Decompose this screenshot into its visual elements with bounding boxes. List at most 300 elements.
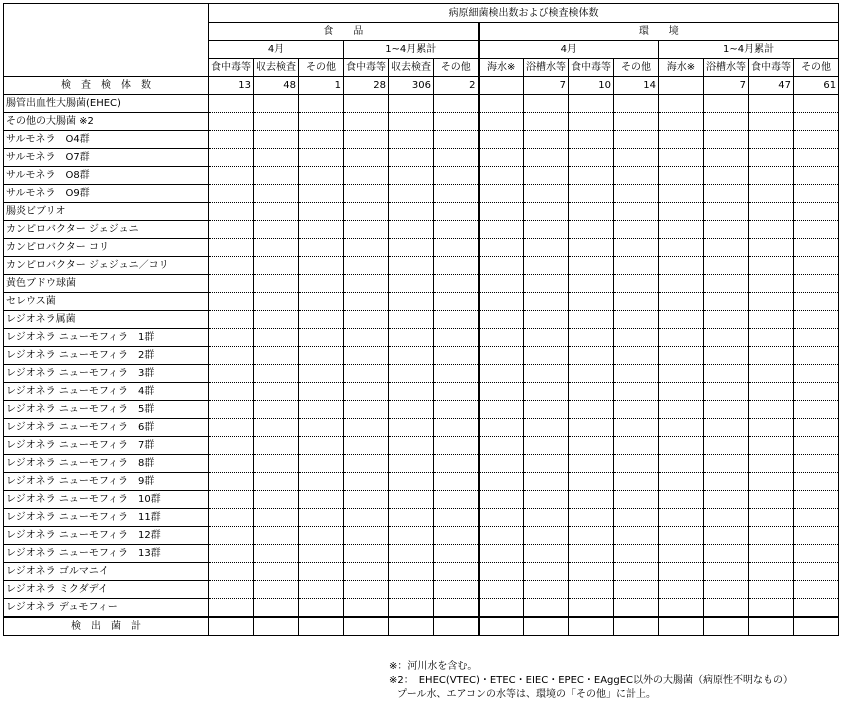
count-cell: [794, 401, 839, 419]
footnote-pool: プール水、エアコンの水等は、環境の「その他」に計上。: [397, 689, 656, 700]
count-cell: [659, 419, 704, 437]
count-cell: [569, 401, 614, 419]
specimen-count-cell: 7: [704, 77, 749, 95]
count-cell: [794, 509, 839, 527]
count-cell: [569, 347, 614, 365]
organism-label: レジオネラ ニューモフィラ 12群: [4, 527, 209, 545]
total-cell: [254, 617, 299, 636]
count-cell: [344, 239, 389, 257]
total-cell: [344, 617, 389, 636]
count-cell: [704, 149, 749, 167]
count-cell: [344, 113, 389, 131]
count-cell: [614, 401, 659, 419]
count-cell: [614, 347, 659, 365]
specimen-count-cell: [659, 77, 704, 95]
count-cell: [209, 239, 254, 257]
count-cell: [749, 329, 794, 347]
count-cell: [659, 167, 704, 185]
count-cell: [254, 527, 299, 545]
count-cell: [614, 113, 659, 131]
count-cell: [479, 275, 524, 293]
table-row: [4, 329, 839, 347]
count-cell: [704, 311, 749, 329]
count-cell: [524, 239, 569, 257]
count-cell: [299, 311, 344, 329]
col-env-april-0: 海水※: [479, 59, 524, 77]
count-cell: [344, 563, 389, 581]
count-cell: [434, 563, 479, 581]
col-env-cum-0: 海水※: [659, 59, 704, 77]
count-cell: [299, 563, 344, 581]
count-cell: [614, 329, 659, 347]
count-cell: [569, 599, 614, 618]
organism-label: レジオネラ ニューモフィラ 7群: [4, 437, 209, 455]
count-cell: [794, 437, 839, 455]
count-cell: [794, 185, 839, 203]
count-cell: [209, 185, 254, 203]
count-cell: [524, 563, 569, 581]
count-cell: [794, 221, 839, 239]
footnotes: [389, 660, 793, 702]
count-cell: [479, 329, 524, 347]
count-cell: [254, 563, 299, 581]
count-cell: [344, 365, 389, 383]
count-cell: [749, 311, 794, 329]
count-cell: [479, 509, 524, 527]
count-cell: [524, 329, 569, 347]
count-cell: [434, 365, 479, 383]
count-cell: [389, 491, 434, 509]
count-cell: [344, 491, 389, 509]
count-cell: [704, 95, 749, 113]
count-cell: [434, 95, 479, 113]
count-cell: [524, 293, 569, 311]
count-cell: [704, 545, 749, 563]
count-cell: [704, 401, 749, 419]
count-cell: [659, 563, 704, 581]
count-cell: [254, 293, 299, 311]
count-cell: [209, 401, 254, 419]
count-cell: [434, 221, 479, 239]
count-cell: [299, 203, 344, 221]
table-row: [4, 419, 839, 437]
count-cell: [794, 383, 839, 401]
count-cell: [479, 455, 524, 473]
table-row: [4, 437, 839, 455]
count-cell: [614, 257, 659, 275]
count-cell: [704, 257, 749, 275]
count-cell: [434, 347, 479, 365]
count-cell: [209, 131, 254, 149]
count-cell: [659, 545, 704, 563]
count-cell: [389, 401, 434, 419]
count-cell: [749, 365, 794, 383]
count-cell: [524, 167, 569, 185]
count-cell: [209, 473, 254, 491]
count-cell: [479, 293, 524, 311]
count-cell: [659, 329, 704, 347]
count-cell: [794, 149, 839, 167]
count-cell: [299, 257, 344, 275]
count-cell: [614, 311, 659, 329]
count-cell: [614, 239, 659, 257]
count-cell: [389, 131, 434, 149]
table-row: [4, 239, 839, 257]
count-cell: [524, 113, 569, 131]
organism-label: セレウス菌: [4, 293, 209, 311]
count-cell: [614, 131, 659, 149]
col-food-cum-2: その他: [434, 59, 479, 77]
specimen-count-cell: 1: [299, 77, 344, 95]
count-cell: [524, 311, 569, 329]
count-cell: [209, 257, 254, 275]
count-cell: [209, 527, 254, 545]
count-cell: [614, 563, 659, 581]
count-cell: [434, 401, 479, 419]
organism-label: 黄色ブドウ球菌: [4, 275, 209, 293]
count-cell: [524, 419, 569, 437]
count-cell: [524, 275, 569, 293]
count-cell: [704, 275, 749, 293]
table-row: [4, 221, 839, 239]
count-cell: [794, 599, 839, 618]
count-cell: [389, 347, 434, 365]
count-cell: [299, 401, 344, 419]
count-cell: [254, 221, 299, 239]
count-cell: [299, 365, 344, 383]
count-cell: [794, 491, 839, 509]
count-cell: [344, 185, 389, 203]
count-cell: [344, 347, 389, 365]
count-cell: [614, 365, 659, 383]
count-cell: [299, 437, 344, 455]
total-cell: [749, 617, 794, 636]
count-cell: [569, 365, 614, 383]
table-row: [4, 527, 839, 545]
count-cell: [434, 293, 479, 311]
table-row: [4, 581, 839, 599]
organism-label: レジオネラ ニューモフィラ 5群: [4, 401, 209, 419]
count-cell: [299, 491, 344, 509]
count-cell: [749, 113, 794, 131]
count-cell: [479, 95, 524, 113]
count-cell: [344, 275, 389, 293]
table-row: [4, 509, 839, 527]
count-cell: [659, 347, 704, 365]
count-cell: [524, 149, 569, 167]
count-cell: [569, 455, 614, 473]
count-cell: [569, 257, 614, 275]
organism-label: レジオネラ ニューモフィラ 9群: [4, 473, 209, 491]
count-cell: [344, 581, 389, 599]
count-cell: [524, 347, 569, 365]
count-cell: [659, 527, 704, 545]
count-cell: [344, 95, 389, 113]
specimen-count-cell: [479, 77, 524, 95]
table-row: [4, 257, 839, 275]
count-cell: [254, 347, 299, 365]
count-cell: [434, 329, 479, 347]
table-row: [4, 383, 839, 401]
count-cell: [434, 239, 479, 257]
footnote-ecoli: ※2： EHEC(VTEC)・ETEC・EIEC・EPEC・EAggEC以外の大腸菌（病原性不明なもの）: [389, 675, 794, 686]
count-cell: [749, 437, 794, 455]
specimen-count-label: 検 査 検 体 数: [4, 77, 209, 95]
count-cell: [569, 95, 614, 113]
count-cell: [614, 527, 659, 545]
count-cell: [389, 545, 434, 563]
count-cell: [749, 473, 794, 491]
count-cell: [434, 437, 479, 455]
count-cell: [299, 185, 344, 203]
count-cell: [749, 149, 794, 167]
specimen-count-cell: 10: [569, 77, 614, 95]
organism-label: レジオネラ ミクダデイ: [4, 581, 209, 599]
count-cell: [794, 293, 839, 311]
count-cell: [614, 599, 659, 618]
count-cell: [524, 203, 569, 221]
count-cell: [479, 527, 524, 545]
count-cell: [794, 167, 839, 185]
count-cell: [659, 581, 704, 599]
count-cell: [299, 239, 344, 257]
count-cell: [299, 221, 344, 239]
count-cell: [749, 581, 794, 599]
count-cell: [344, 545, 389, 563]
specimen-count-cell: 48: [254, 77, 299, 95]
total-cell: [299, 617, 344, 636]
count-cell: [794, 365, 839, 383]
count-cell: [569, 185, 614, 203]
count-cell: [569, 437, 614, 455]
count-cell: [704, 293, 749, 311]
count-cell: [479, 491, 524, 509]
col-food-cum-1: 収去検査: [389, 59, 434, 77]
count-cell: [209, 491, 254, 509]
count-cell: [749, 455, 794, 473]
count-cell: [794, 203, 839, 221]
count-cell: [569, 329, 614, 347]
organism-label: レジオネラ ニューモフィラ 11群: [4, 509, 209, 527]
table-row: [4, 455, 839, 473]
count-cell: [344, 401, 389, 419]
count-cell: [749, 185, 794, 203]
count-cell: [659, 95, 704, 113]
col-food-april-0: 食中毒等: [209, 59, 254, 77]
count-cell: [749, 419, 794, 437]
total-cell: [479, 617, 524, 636]
count-cell: [524, 581, 569, 599]
count-cell: [659, 239, 704, 257]
count-cell: [704, 437, 749, 455]
organism-label: レジオネラ ニューモフィラ 10群: [4, 491, 209, 509]
count-cell: [434, 149, 479, 167]
count-cell: [434, 599, 479, 618]
count-cell: [614, 473, 659, 491]
count-cell: [209, 95, 254, 113]
count-cell: [614, 149, 659, 167]
count-cell: [299, 275, 344, 293]
count-cell: [749, 203, 794, 221]
count-cell: [209, 419, 254, 437]
count-cell: [569, 419, 614, 437]
count-cell: [569, 293, 614, 311]
specimen-count-cell: 14: [614, 77, 659, 95]
count-cell: [254, 167, 299, 185]
count-cell: [794, 473, 839, 491]
table-row: [4, 293, 839, 311]
corner-cell: [4, 4, 209, 77]
count-cell: [569, 167, 614, 185]
count-cell: [569, 581, 614, 599]
count-cell: [659, 383, 704, 401]
count-cell: [344, 437, 389, 455]
count-cell: [614, 581, 659, 599]
count-cell: [704, 221, 749, 239]
count-cell: [659, 599, 704, 618]
organism-label: カンピロバクター ジェジュニ／コリ: [4, 257, 209, 275]
count-cell: [704, 167, 749, 185]
count-cell: [344, 383, 389, 401]
count-cell: [659, 491, 704, 509]
count-cell: [209, 149, 254, 167]
table-row: [4, 113, 839, 131]
count-cell: [659, 509, 704, 527]
count-cell: [434, 491, 479, 509]
count-cell: [749, 527, 794, 545]
col-food-april-1: 収去検査: [254, 59, 299, 77]
count-cell: [614, 491, 659, 509]
count-cell: [389, 455, 434, 473]
count-cell: [794, 527, 839, 545]
count-cell: [479, 203, 524, 221]
count-cell: [704, 491, 749, 509]
count-cell: [704, 581, 749, 599]
count-cell: [344, 221, 389, 239]
food-header: 食 品: [209, 23, 479, 41]
count-cell: [209, 113, 254, 131]
count-cell: [704, 203, 749, 221]
count-cell: [209, 545, 254, 563]
count-cell: [254, 545, 299, 563]
total-cell: [614, 617, 659, 636]
organism-label: レジオネラ ゴルマニイ: [4, 563, 209, 581]
organism-label: レジオネラ属菌: [4, 311, 209, 329]
count-cell: [479, 257, 524, 275]
pathogen-detection-table: [3, 3, 839, 636]
count-cell: [794, 113, 839, 131]
count-cell: [614, 455, 659, 473]
organism-label: サルモネラ O4群: [4, 131, 209, 149]
count-cell: [434, 419, 479, 437]
specimen-count-cell: 47: [749, 77, 794, 95]
count-cell: [389, 239, 434, 257]
count-cell: [569, 527, 614, 545]
count-cell: [524, 185, 569, 203]
count-cell: [659, 365, 704, 383]
count-cell: [209, 581, 254, 599]
count-cell: [749, 167, 794, 185]
count-cell: [749, 401, 794, 419]
count-cell: [434, 581, 479, 599]
count-cell: [389, 437, 434, 455]
count-cell: [344, 455, 389, 473]
count-cell: [254, 95, 299, 113]
env-cumulative-header: 1~4月累計: [659, 41, 839, 59]
table-row: [4, 491, 839, 509]
count-cell: [479, 437, 524, 455]
count-cell: [209, 293, 254, 311]
count-cell: [524, 491, 569, 509]
count-cell: [254, 365, 299, 383]
count-cell: [794, 239, 839, 257]
specimen-count-cell: 28: [344, 77, 389, 95]
count-cell: [344, 599, 389, 618]
organism-label: レジオネラ ニューモフィラ 13群: [4, 545, 209, 563]
table-row: [4, 473, 839, 491]
count-cell: [794, 581, 839, 599]
count-cell: [479, 599, 524, 618]
count-cell: [704, 131, 749, 149]
count-cell: [524, 455, 569, 473]
organism-label: レジオネラ ニューモフィラ 4群: [4, 383, 209, 401]
count-cell: [209, 365, 254, 383]
count-cell: [389, 203, 434, 221]
count-cell: [389, 185, 434, 203]
table-row: [4, 365, 839, 383]
count-cell: [389, 257, 434, 275]
table-row: [4, 347, 839, 365]
count-cell: [794, 455, 839, 473]
food-cumulative-header: 1~4月累計: [344, 41, 479, 59]
count-cell: [254, 275, 299, 293]
count-cell: [344, 329, 389, 347]
count-cell: [524, 545, 569, 563]
count-cell: [344, 509, 389, 527]
table-row: [4, 401, 839, 419]
count-cell: [659, 275, 704, 293]
count-cell: [389, 95, 434, 113]
count-cell: [479, 131, 524, 149]
count-cell: [569, 149, 614, 167]
col-env-april-3: その他: [614, 59, 659, 77]
table-row: [4, 275, 839, 293]
count-cell: [434, 383, 479, 401]
count-cell: [659, 311, 704, 329]
count-cell: [614, 221, 659, 239]
count-cell: [299, 473, 344, 491]
count-cell: [299, 383, 344, 401]
count-cell: [434, 311, 479, 329]
count-cell: [479, 347, 524, 365]
count-cell: [479, 113, 524, 131]
table-row: [4, 599, 839, 618]
count-cell: [434, 167, 479, 185]
count-cell: [299, 545, 344, 563]
count-cell: [434, 185, 479, 203]
count-cell: [749, 95, 794, 113]
count-cell: [344, 419, 389, 437]
count-cell: [479, 221, 524, 239]
count-cell: [794, 275, 839, 293]
count-cell: [704, 473, 749, 491]
count-cell: [389, 509, 434, 527]
count-cell: [614, 95, 659, 113]
count-cell: [569, 383, 614, 401]
count-cell: [344, 149, 389, 167]
col-env-cum-3: その他: [794, 59, 839, 77]
count-cell: [704, 347, 749, 365]
